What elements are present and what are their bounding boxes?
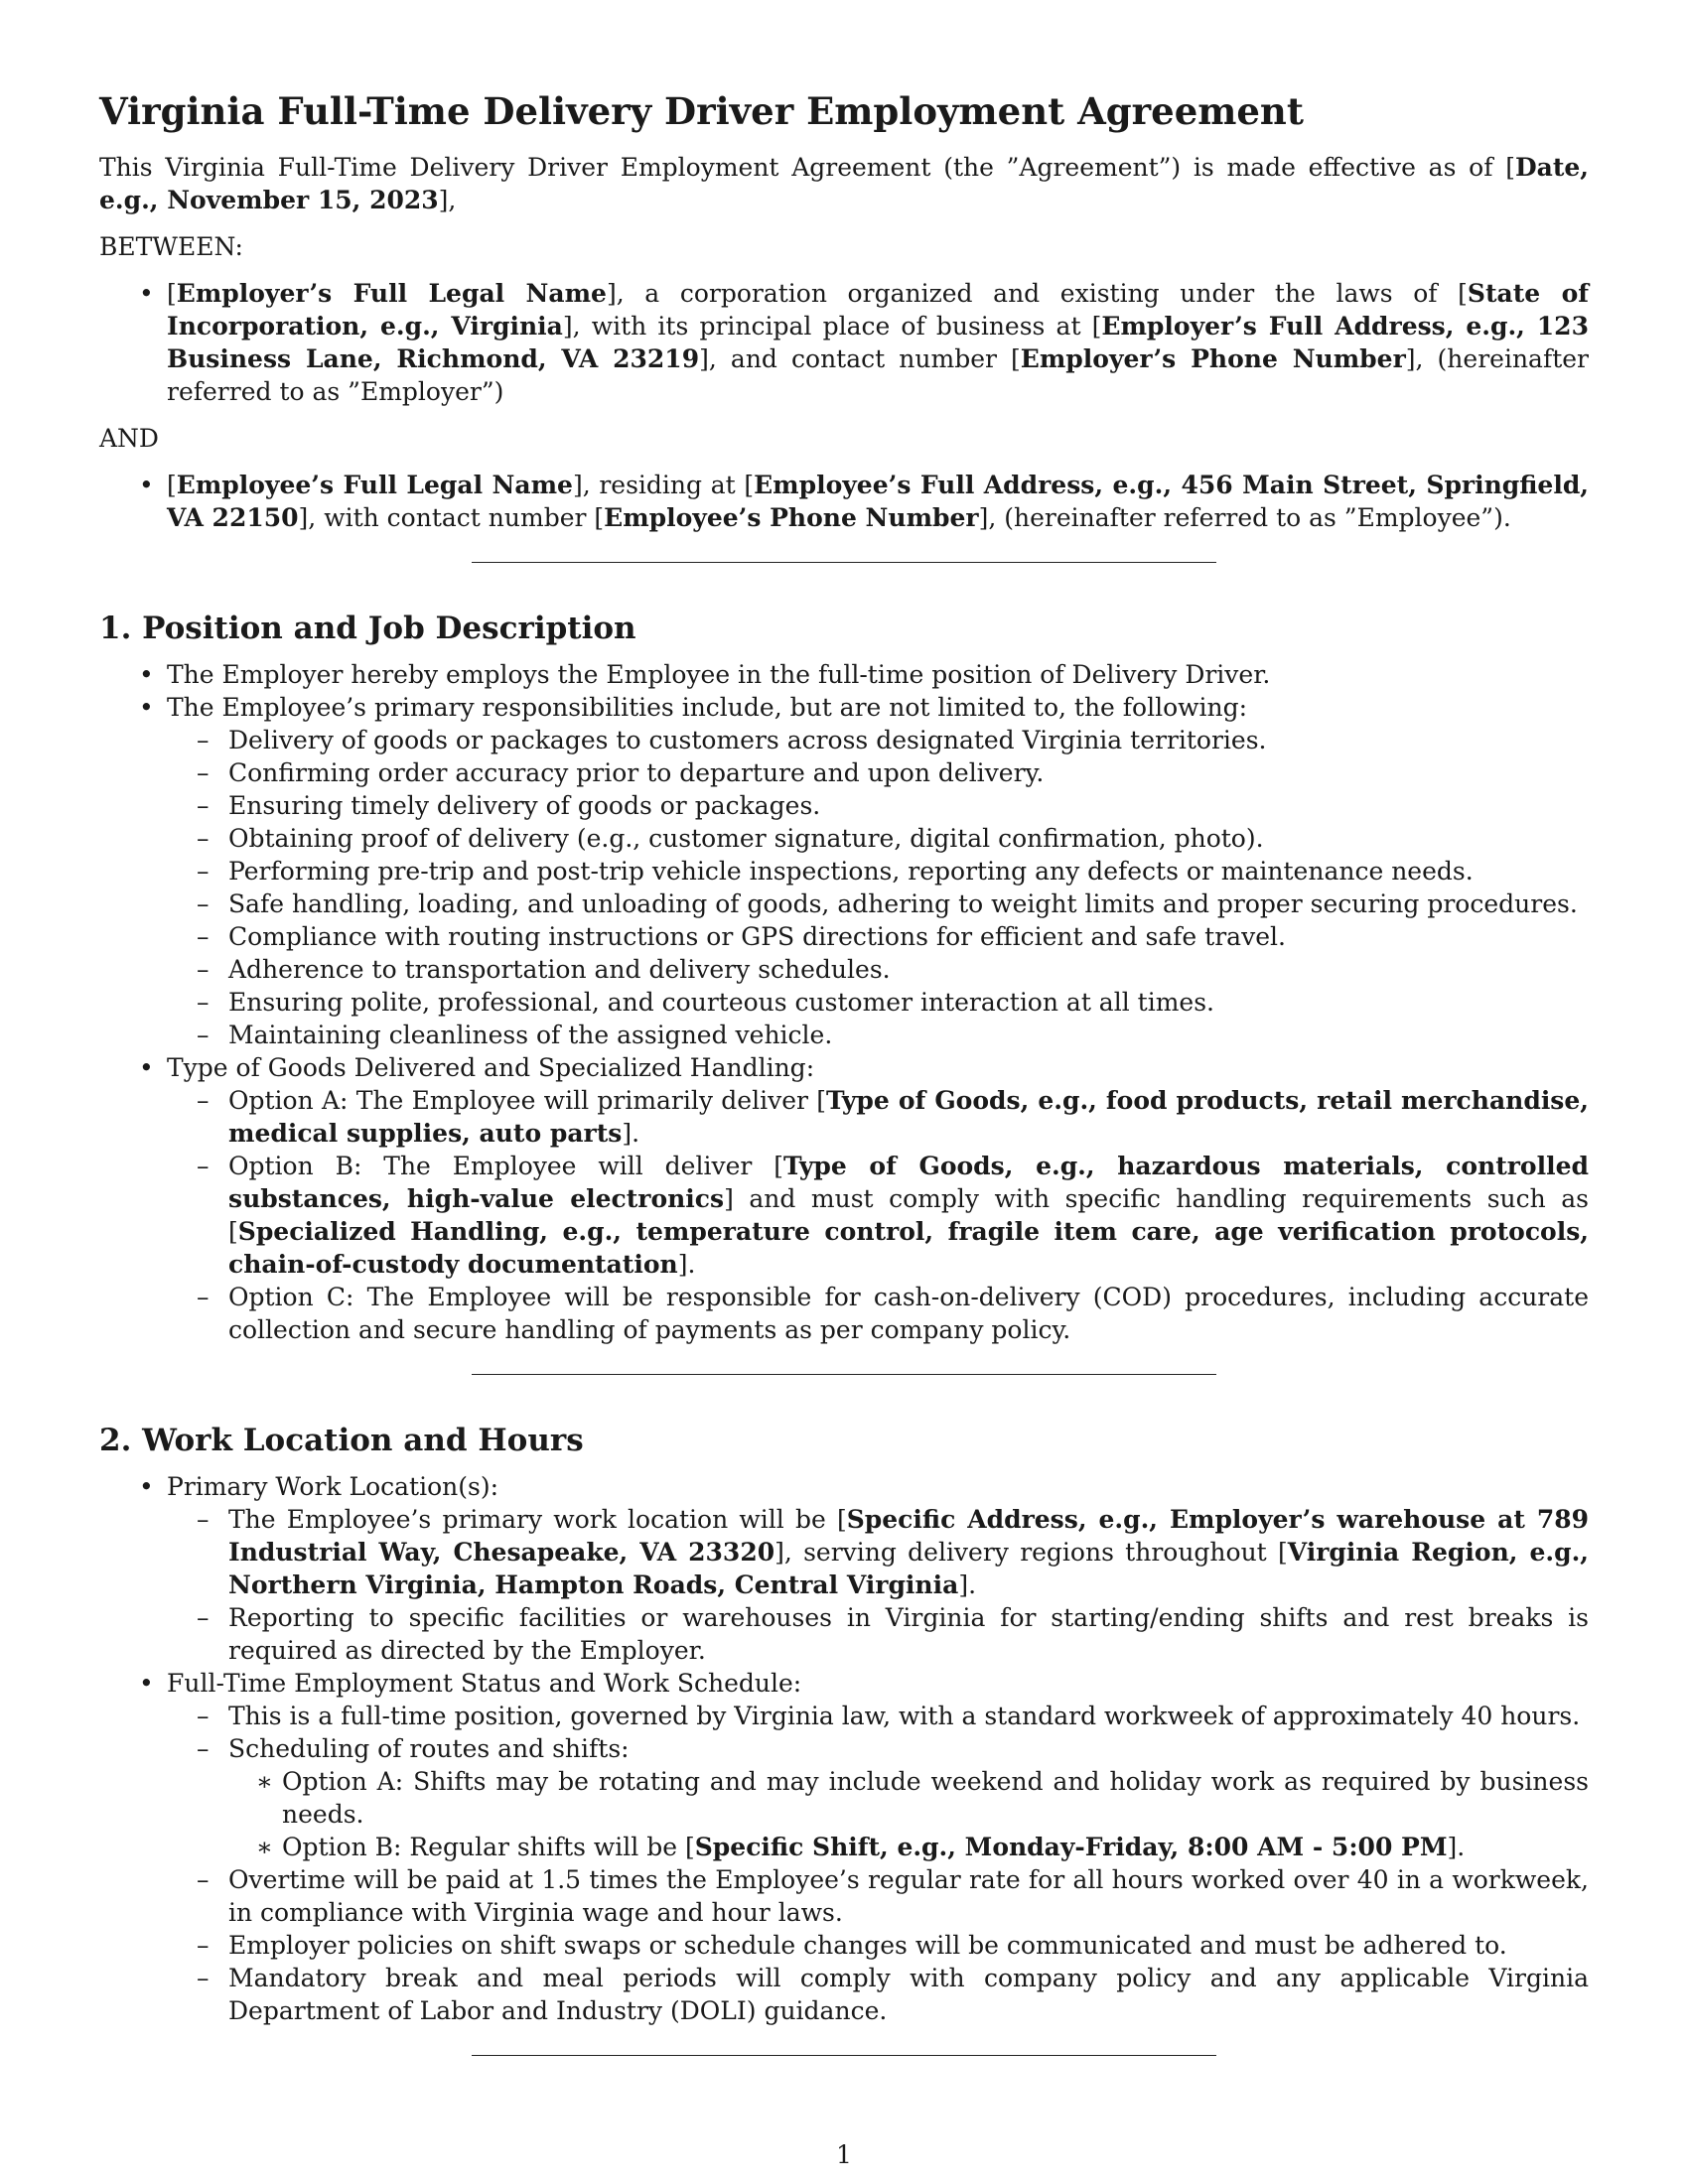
scheduling-label: Scheduling of routes and shifts: bbox=[228, 1734, 630, 1763]
list-item: – Mandatory break and meal periods will comply with company policy and any applicable Virginia Department of Labor and Industry (DOLI) guidance. bbox=[167, 1962, 1589, 2027]
employer-phone-placeholder: Employer’s Phone Number bbox=[1020, 344, 1406, 373]
location-text: The Employee’s primary work location will be [ bbox=[228, 1505, 847, 1534]
shift-text: ]. bbox=[1447, 1833, 1466, 1861]
option-text: Option B: The Employee will deliver [ bbox=[228, 1152, 783, 1180]
section-divider bbox=[472, 1374, 1216, 1375]
section-divider bbox=[472, 562, 1216, 563]
option-text: ] and must comply with specific handling requirements such as [ bbox=[228, 1184, 1590, 1246]
document-title: Virginia Full-Time Delivery Driver Employment Agreement bbox=[99, 89, 1304, 133]
intro-text-end: ], bbox=[438, 186, 457, 214]
between-label: BETWEEN: bbox=[99, 232, 243, 261]
list-item: – Compliance with routing instructions or GPS directions for efficient and safe travel. bbox=[167, 920, 1589, 953]
goods-label: Type of Goods Delivered and Specialized Handling: bbox=[167, 1053, 815, 1082]
option-b-item bbox=[167, 1150, 1589, 1281]
list-item bbox=[167, 1503, 1589, 1601]
shift-text: Option B: Regular shifts will be [ bbox=[282, 1833, 695, 1861]
shift-options-list bbox=[228, 1765, 1589, 1863]
employer-text: ], (hereinafter referred to as ”Employer”) bbox=[167, 344, 1589, 406]
option-text: ]. bbox=[622, 1119, 640, 1148]
work-address-placeholder: Specific Address, e.g., Employer’s warehouse at 789 Industrial Way, Chesapeake, VA 23320 bbox=[228, 1505, 1590, 1567]
employee-text: ], with contact number [ bbox=[298, 503, 605, 532]
location-text: ]. bbox=[958, 1570, 977, 1599]
list-item: – Ensuring polite, professional, and courteous customer interaction at all times. bbox=[167, 986, 1589, 1019]
location-label: Primary Work Location(s): bbox=[167, 1472, 499, 1501]
list-item bbox=[99, 1051, 1589, 1346]
section-1-list bbox=[99, 658, 1589, 1346]
list-item: – Maintaining cleanliness of the assigned vehicle. bbox=[167, 1019, 1589, 1051]
list-item: – Employer policies on shift swaps or schedule changes will be communicated and must be adhered to. bbox=[167, 1929, 1589, 1962]
employer-text: ], with its principal place of business at [ bbox=[562, 312, 1102, 341]
list-item: – Safe handling, loading, and unloading of goods, adhering to weight limits and proper securing procedures. bbox=[167, 887, 1589, 920]
document-page bbox=[99, 87, 1589, 2056]
list-item bbox=[228, 1831, 1589, 1863]
section-2-heading: 2. Work Location and Hours bbox=[99, 1423, 584, 1458]
employee-phone-placeholder: Employee’s Phone Number bbox=[604, 503, 979, 532]
list-item bbox=[99, 1667, 1589, 2027]
employee-address-placeholder: Employee’s Full Address, e.g., 456 Main Street, Springfield, VA 22150 bbox=[167, 471, 1590, 532]
list-item: – Reporting to specific facilities or warehouses in Virginia for starting/ending shifts and rest breaks is required as directed by the Employer. bbox=[167, 1601, 1589, 1667]
bracket: [ bbox=[167, 279, 177, 308]
status-label: Full-Time Employment Status and Work Schedule: bbox=[167, 1669, 802, 1698]
list-item: – Performing pre-trip and post-trip vehicle inspections, reporting any defects or maintenance needs. bbox=[167, 855, 1589, 887]
list-item: – This is a full-time position, governed by Virginia law, with a standard workweek of approximately 40 hours. bbox=[167, 1700, 1589, 1732]
goods-placeholder: Type of Goods, e.g., food products, retail merchandise, medical supplies, auto parts bbox=[228, 1086, 1589, 1148]
intro-text: This Virginia Full-Time Delivery Driver Employment Agreement (the ”Agreement”) is made effective as of [ bbox=[99, 153, 1515, 182]
state-placeholder: State of Incorporation, e.g., Virginia bbox=[167, 279, 1589, 341]
effective-date-placeholder: Date, e.g., November 15, 2023 bbox=[99, 153, 1589, 214]
bracket: [ bbox=[167, 471, 177, 499]
option-text: Option A: The Employee will primarily deliver [ bbox=[228, 1086, 827, 1115]
location-text: ], serving delivery regions throughout [ bbox=[774, 1538, 1288, 1567]
section-1-heading: 1. Position and Job Description bbox=[99, 611, 636, 646]
option-text: ]. bbox=[677, 1250, 696, 1279]
goods-options-list bbox=[167, 1084, 1589, 1346]
section-2-list bbox=[99, 1470, 1589, 2027]
list-item bbox=[167, 1732, 1589, 1863]
list-item: – Confirming order accuracy prior to departure and upon delivery. bbox=[167, 756, 1589, 789]
list-item bbox=[99, 1470, 1589, 1667]
list-item bbox=[99, 691, 1589, 1051]
employer-text: ], and contact number [ bbox=[699, 344, 1021, 373]
goods-placeholder: Type of Goods, e.g., hazardous materials, controlled substances, high-value electronics bbox=[228, 1152, 1589, 1213]
employee-text: ], (hereinafter referred to as ”Employee”). bbox=[978, 503, 1511, 532]
region-placeholder: Virginia Region, e.g., Northern Virginia, Hampton Roads, Central Virginia bbox=[228, 1538, 1589, 1599]
option-c-item: – Option C: The Employee will be responsible for cash-on-delivery (COD) procedures, including accurate collection and secure handling of payments as per company policy. bbox=[167, 1281, 1589, 1346]
employee-text: ], residing at [ bbox=[572, 471, 755, 499]
schedule-list bbox=[167, 1700, 1589, 2027]
list-item: • The Employer hereby employs the Employee in the full-time position of Delivery Driver. bbox=[99, 658, 1589, 691]
option-a-item bbox=[167, 1084, 1589, 1150]
responsibilities-list bbox=[167, 724, 1589, 1051]
list-item: – Ensuring timely delivery of goods or packages. bbox=[167, 789, 1589, 822]
page-number: 1 bbox=[836, 2140, 852, 2169]
list-item: – Overtime will be paid at 1.5 times the Employee’s regular rate for all hours worked over 40 in a workweek, in compliance with Virginia wage and hour laws. bbox=[167, 1863, 1589, 1929]
section-divider bbox=[472, 2055, 1216, 2056]
list-item: – Delivery of goods or packages to customers across designated Virginia territories. bbox=[167, 724, 1589, 756]
responsibilities-label: The Employee’s primary responsibilities include, but are not limited to, the following: bbox=[167, 693, 1248, 722]
intro-paragraph bbox=[99, 151, 1589, 216]
location-list bbox=[167, 1503, 1589, 1667]
employer-address-placeholder: Employer’s Full Address, e.g., 123 Business Lane, Richmond, VA 23219 bbox=[167, 312, 1589, 373]
employee-party-list bbox=[99, 469, 1589, 534]
shift-placeholder: Specific Shift, e.g., Monday-Friday, 8:00 AM - 5:00 PM bbox=[694, 1833, 1448, 1861]
handling-placeholder: Specialized Handling, e.g., temperature control, fragile item care, age verification protocols, chain-of-custody documentation bbox=[228, 1217, 1589, 1279]
employer-party-item bbox=[99, 277, 1589, 408]
list-item: – Adherence to transportation and delivery schedules. bbox=[167, 953, 1589, 986]
list-item: ∗ Option A: Shifts may be rotating and may include weekend and holiday work as required by business needs. bbox=[228, 1765, 1589, 1831]
list-item: – Obtaining proof of delivery (e.g., customer signature, digital confirmation, photo). bbox=[167, 822, 1589, 855]
employer-party-list bbox=[99, 277, 1589, 408]
employer-text: ], a corporation organized and existing under the laws of [ bbox=[606, 279, 1468, 308]
employee-party-item bbox=[99, 469, 1589, 534]
employer-name-placeholder: Employer’s Full Legal Name bbox=[176, 279, 607, 308]
employee-name-placeholder: Employee’s Full Legal Name bbox=[176, 471, 573, 499]
and-label: AND bbox=[99, 424, 159, 453]
